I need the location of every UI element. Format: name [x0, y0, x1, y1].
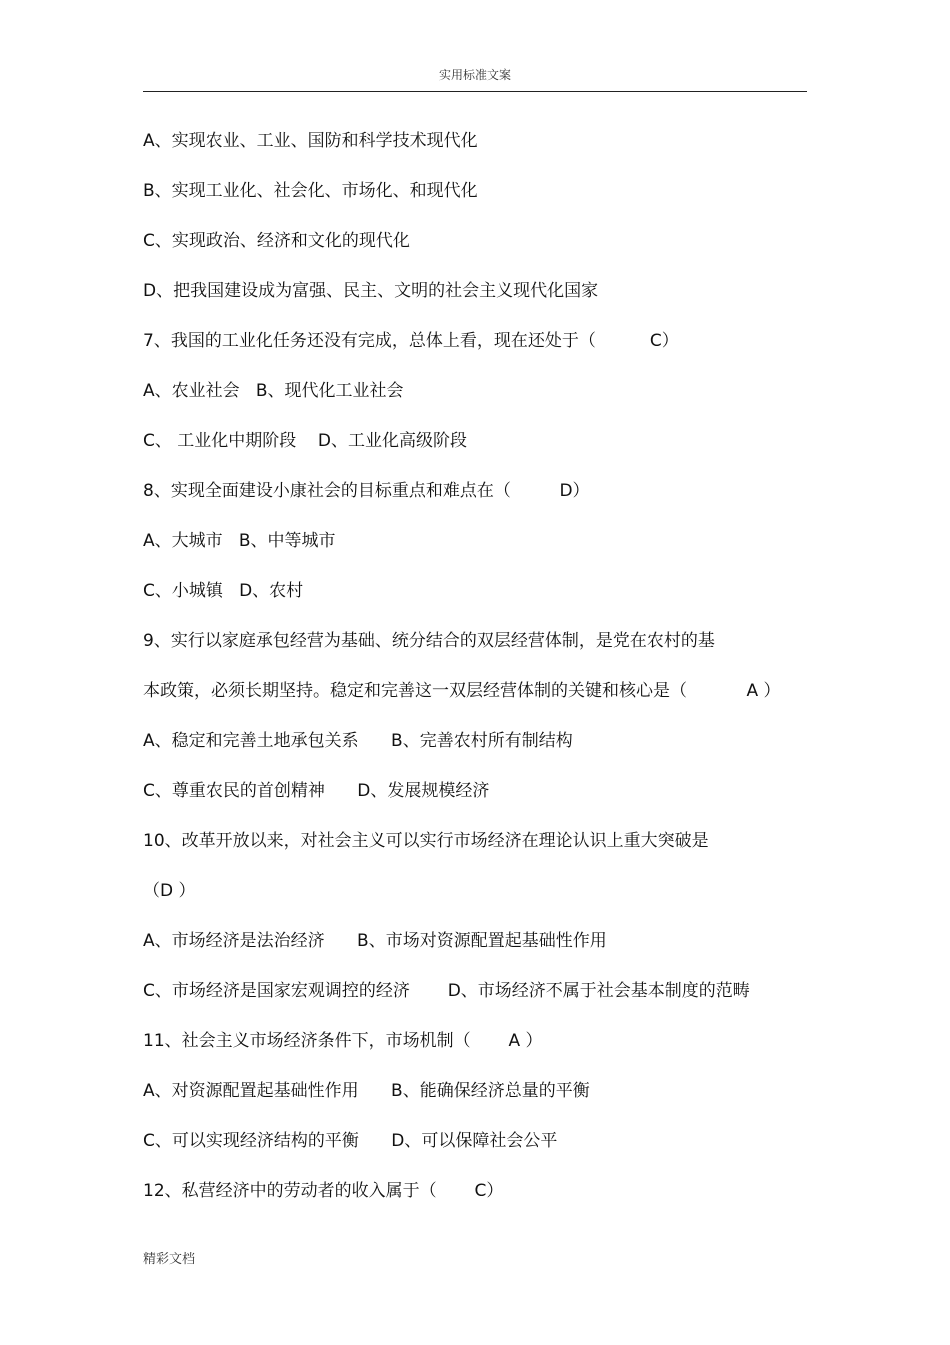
text-line: B、实现工业化、社会化、市场化、和现代化 [143, 181, 478, 201]
document-body [143, 128, 813, 1228]
question-10: 10、改革开放以来，对社会主义可以实行市场经济在理论认识上重大突破是 [143, 831, 709, 851]
text-line: A、市场经济是法治经济 B、市场对资源配置起基础性作用 [143, 931, 607, 951]
text-line: A、大城市 B、中等城市 [143, 531, 336, 551]
text-line: C、小城镇 D、农村 [143, 581, 304, 601]
text-line: A、实现农业、工业、国防和科学技术现代化 [143, 131, 478, 151]
question-8: 8、实现全面建设小康社会的目标重点和难点在（ D） [143, 481, 590, 501]
text-line: C、实现政治、经济和文化的现代化 [143, 231, 410, 251]
text-line: A、对资源配置起基础性作用 B、能确保经济总量的平衡 [143, 1081, 590, 1101]
text-line: C、 工业化中期阶段 D、工业化高级阶段 [143, 431, 467, 451]
text-line: C、市场经济是国家宏观调控的经济 D、市场经济不属于社会基本制度的范畴 [143, 981, 750, 1001]
question-12: 12、私营经济中的劳动者的收入属于（ C） [143, 1181, 504, 1201]
page-header: 实用标准文案 [438, 68, 511, 82]
header-divider [143, 91, 807, 92]
page-footer: 精彩文档 [143, 1252, 196, 1267]
question-7: 7、我国的工业化任务还没有完成，总体上看，现在还处于（ C） [143, 331, 679, 351]
text-line: D、把我国建设成为富强、民主、文明的社会主义现代化国家 [143, 281, 599, 301]
text-line: A、稳定和完善土地承包关系 B、完善农村所有制结构 [143, 731, 573, 751]
question-11: 11、社会主义市场经济条件下，市场机制（ A ） [143, 1031, 543, 1051]
text-line: C、尊重农民的首创精神 D、发展规模经济 [143, 781, 490, 801]
question-9: 9、实行以家庭承包经营为基础、统分结合的双层经营体制，是党在农村的基 [143, 631, 715, 651]
text-line: （D ） [143, 881, 196, 901]
text-line: A、农业社会 B、现代化工业社会 [143, 381, 404, 401]
text-line: C、可以实现经济结构的平衡 D、可以保障社会公平 [143, 1131, 558, 1151]
text-line: 本政策，必须长期坚持。稳定和完善这一双层经营体制的关键和核心是（ A ） [143, 681, 781, 701]
